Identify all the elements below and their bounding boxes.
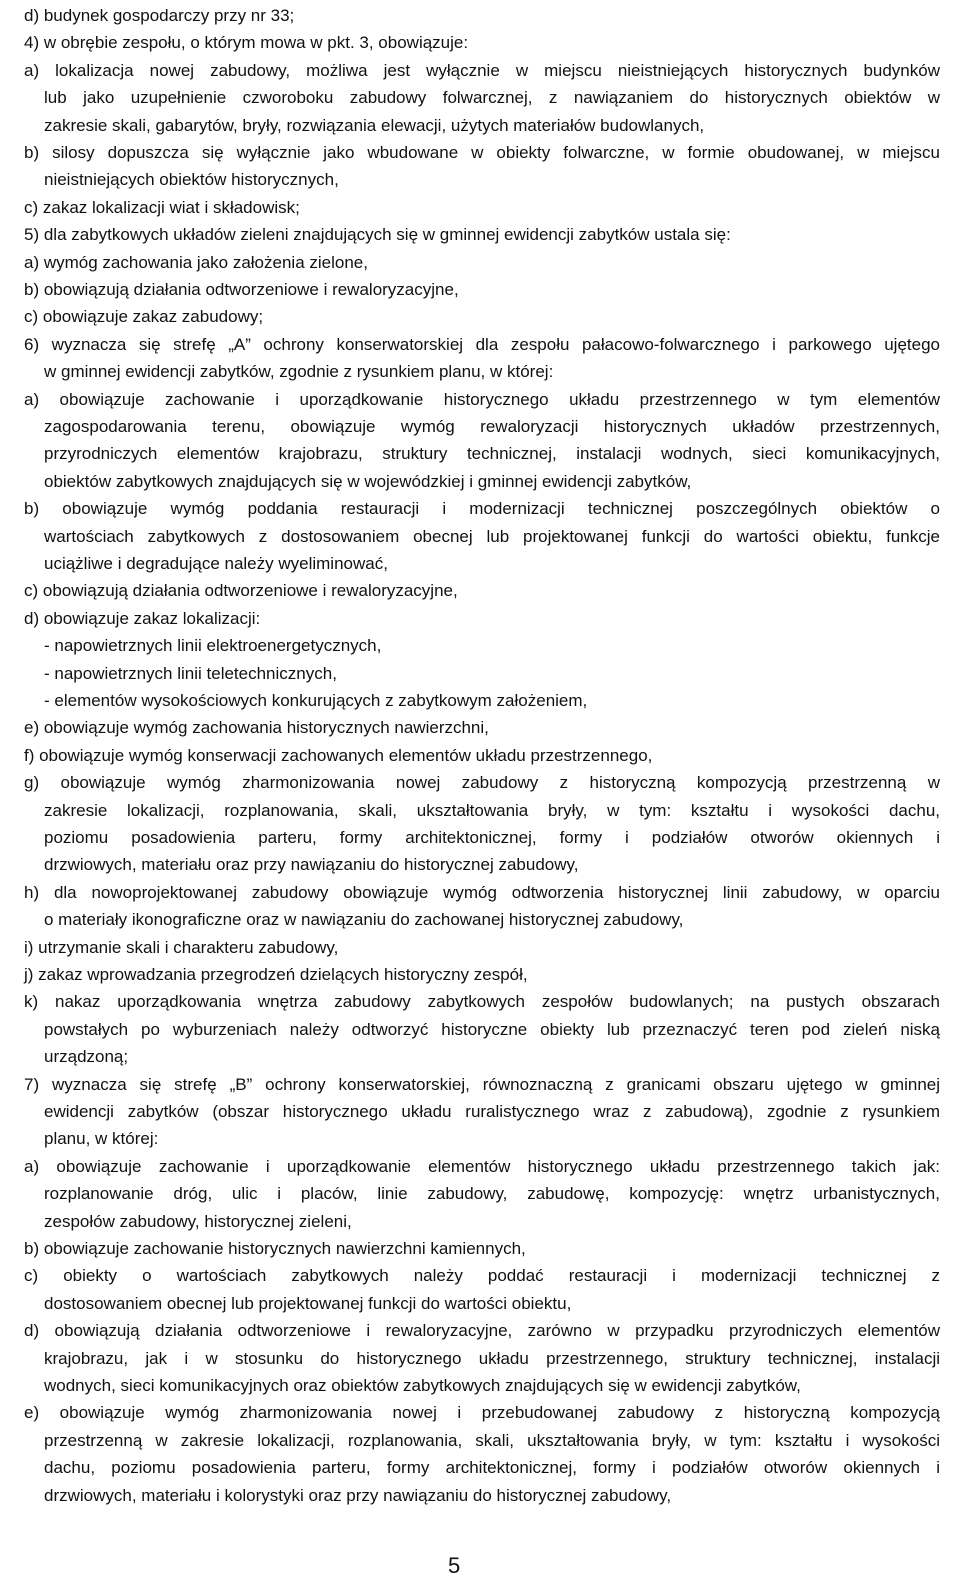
text-line: i) utrzymanie skali i charakteru zabudowy, [24, 937, 339, 957]
text-line: d) budynek gospodarczy przy nr 33; [24, 6, 295, 25]
text-line: ewidencji zabytków (obszar historycznego układu ruralistycznego wraz z zabudową), zgodnie z rysunkiem [44, 1102, 940, 1121]
text-line: c) zakaz lokalizacji wiat i składowisk; [24, 197, 300, 217]
text-line: h) dla nowoprojektowanej zabudowy obowiązuje wymóg odtworzenia historycznej linii zabudowy, w oparciu [24, 882, 940, 902]
text-line: - napowietrznych linii elektroenergetycznych, [44, 636, 382, 656]
text-line: k) nakaz uporządkowania wnętrza zabudowy zabytkowych zespołów budowlanych; na pustych obszarach [24, 992, 940, 1012]
text-line: 4) w obrębie zespołu, o którym mowa w pkt. 3, obowiązuje: [24, 33, 469, 53]
text-line: - napowietrznych linii teletechnicznych, [44, 663, 337, 683]
text-line: b) obowiązuje wymóg poddania restauracji i modernizacji technicznej poszczególnych obiektów o [24, 499, 940, 519]
text-line: a) obowiązuje zachowanie i uporządkowanie elementów historycznego układu przestrzennego takich jak: [24, 1156, 940, 1176]
text-line: d) obowiązują działania odtworzeniowe i rewaloryzacyjne, zarówno w przypadku przyrodniczych elementów [24, 1321, 940, 1341]
text-line: c) obiekty o wartościach zabytkowych należy poddać restauracji i modernizacji technicznej z [24, 1266, 940, 1286]
text-line: zespołów zabudowy, historycznej zieleni, [44, 1211, 352, 1231]
text-line: - elementów wysokościowych konkurujących z zabytkowym założeniem, [44, 691, 588, 710]
text-line: c) obowiązuje zakaz zabudowy; [24, 307, 264, 327]
text-line: 6) wyznacza się strefę „A” ochrony konserwatorskiej dla zespołu pałacowo-folwarcznego i parkowego ujętego [24, 334, 940, 354]
text-line: d) obowiązuje zakaz lokalizacji: [24, 608, 261, 628]
text-line: urządzoną; [44, 1047, 129, 1067]
text-line: b) obowiązują działania odtworzeniowe i rewaloryzacyjne, [24, 280, 459, 299]
text-line: wodnych, sieci komunikacyjnych oraz obiektów zabytkowych znajdujących się w ewidencji zabytków, [44, 1376, 801, 1395]
text-line: 5) dla zabytkowych układów zieleni znajdujących się w gminnej ewidencji zabytków ustala się: [24, 225, 731, 245]
text-line: krajobrazu, jak i w stosunku do historycznego układu przestrzennego, struktury technicznej, instalacji [44, 1348, 940, 1368]
text-line: rozplanowanie dróg, ulic i placów, linie zabudowy, zabudowę, kompozycję: wnętrz urbanistycznych, [44, 1184, 940, 1204]
text-line: zakresie skali, gabarytów, bryły, rozwiązania elewacji, użytych materiałów budowlanych, [44, 115, 705, 135]
text-line: f) obowiązuje wymóg konserwacji zachowanych elementów układu przestrzennego, [24, 745, 653, 765]
text-line: g) obowiązuje wymóg zharmonizowania nowej zabudowy z historyczną kompozycją przestrzenną w [24, 773, 940, 793]
text-line: e) obowiązuje wymóg zharmonizowania nowej i przebudowanej zabudowy z historyczną kompozycją [24, 1403, 940, 1423]
page-number: 5 [448, 1553, 461, 1578]
text-line: c) obowiązują działania odtworzeniowe i rewaloryzacyjne, [24, 581, 458, 601]
text-line: poziomu posadowienia parteru, formy architektonicznej, formy i podziałów otworów okiennych i [44, 828, 940, 847]
text-line: dachu, poziomu posadowienia parteru, formy architektonicznej, formy i podziałów otworów okiennych i [44, 1458, 940, 1478]
text-line: przyrodniczych elementów krajobrazu, struktury technicznej, instalacji wodnych, sieci komunikacyjnych, [44, 444, 940, 464]
text-line: przestrzenną w zakresie lokalizacji, rozplanowania, skali, ukształtowania bryły, w tym: kształtu i wysokości [44, 1430, 940, 1450]
text-line: drzwiowych, materiału i kolorystyki oraz przy nawiązaniu do historycznej zabudowy, [44, 1485, 672, 1505]
text-line: obiektów zabytkowych znajdujących się w wojewódzkiej i gminnej ewidencji zabytków, [44, 471, 692, 491]
text-line: lub jako uzupełnienie czworoboku zabudowy folwarcznej, z nawiązaniem do historycznych obiektów w [44, 88, 940, 108]
text-line: a) wymóg zachowania jako założenia zielone, [24, 252, 368, 272]
text-line: zagospodarowania terenu, obowiązuje wymóg rewaloryzacji historycznych układów przestrzennych, [44, 417, 940, 436]
text-line: b) obowiązuje zachowanie historycznych nawierzchni kamiennych, [24, 1239, 526, 1258]
text-line: o materiały ikonograficzne oraz w nawiązaniu do zachowanej historycznej zabudowy, [44, 910, 684, 930]
text-line: 7) wyznacza się strefę „B” ochrony konserwatorskiej, równoznaczną z granicami obszaru ujętego w gminnej [24, 1074, 940, 1094]
text-line: nieistniejących obiektów historycznych, [44, 170, 339, 190]
text-line: powstałych po wyburzeniach należy odtworzyć historyczne obiekty lub przeznaczyć teren pod zieleń niską [44, 1019, 940, 1039]
text-line: a) obowiązuje zachowanie i uporządkowanie historycznego układu przestrzennego w tym elementów [24, 389, 940, 409]
text-line: planu, w której: [44, 1129, 159, 1149]
text-line: j) zakaz wprowadzania przegrodzeń dzielących historyczny zespół, [24, 965, 528, 984]
text-line: b) silosy dopuszcza się wyłącznie jako wbudowane w obiekty folwarczne, w formie obudowanej, w miejscu [24, 143, 940, 162]
text-line: a) lokalizacja nowej zabudowy, możliwa jest wyłącznie w miejscu nieistniejących historycznych budynków [24, 60, 940, 80]
text-line: wartościach zabytkowych z dostosowaniem obecnej lub projektowanej funkcji do wartości obiektu, funkcje [44, 526, 940, 546]
text-line: zakresie lokalizacji, rozplanowania, skali, ukształtowania bryły, w tym: kształtu i wysokości dachu, [44, 800, 940, 820]
text-line: drzwiowych, materiału oraz przy nawiązaniu do historycznej zabudowy, [44, 855, 579, 875]
text-line: dostosowaniem obecnej lub projektowanej funkcji do wartości obiektu, [44, 1293, 572, 1313]
text-line: w gminnej ewidencji zabytków, zgodnie z rysunkiem planu, w której: [44, 362, 554, 382]
text-line: uciążliwe i degradujące należy wyeliminować, [44, 554, 388, 573]
text-line: e) obowiązuje wymóg zachowania historycznych nawierzchni, [24, 718, 489, 738]
